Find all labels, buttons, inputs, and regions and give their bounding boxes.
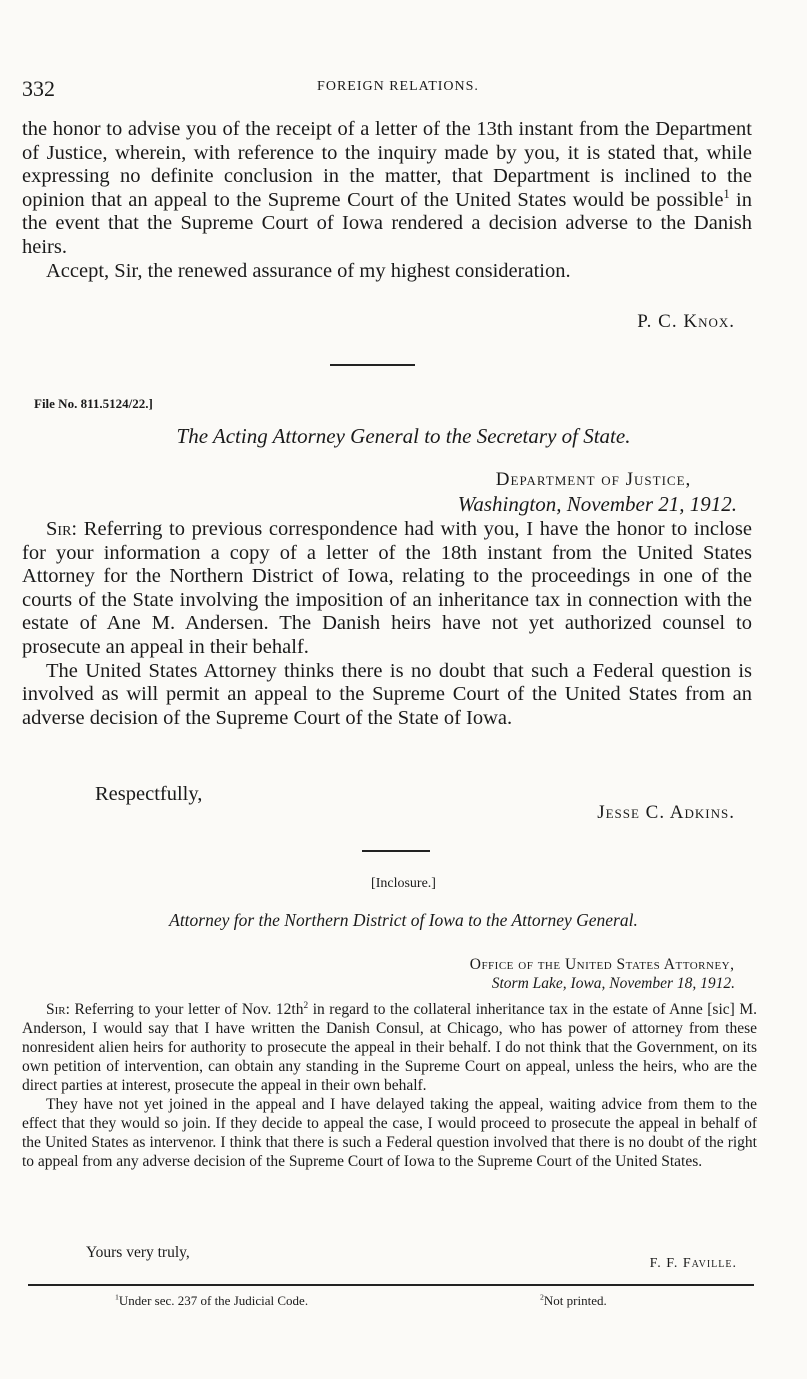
page-number: 332: [22, 76, 55, 101]
divider: [362, 850, 430, 852]
enclosure-signature: F. F. Faville.: [649, 1256, 737, 1271]
letter1-body: [22, 118, 752, 283]
enclosure-heading: Attorney for the Northern District of Iowa to the Attorney General.: [169, 910, 638, 930]
enclosure-closing: Yours very truly,: [86, 1244, 190, 1261]
running-head: FOREIGN RELATIONS.: [317, 79, 479, 94]
letter1-signature: P. C. Knox.: [637, 311, 735, 332]
salutation: Sir:: [46, 518, 78, 540]
file-number: File No. 811.5124/22.]: [34, 396, 153, 411]
enclosure-paragraph: They have not yet joined in the appeal and I have delayed taking the appeal, waiting advice from them to the effect that they would so join. If they decide to appeal the case, I would proceed to prosecute the appeal in behalf of the United States as intervenor. I think that there is such a Federal question involved that there is no doubt of the right to appeal from any adverse decision of the Supreme Court of Iowa to the Supreme Court of the United States.: [22, 1096, 757, 1170]
letter2-heading: The Acting Attorney General to the Secretary of State.: [176, 424, 631, 448]
salutation: Sir:: [46, 1001, 70, 1018]
divider: [330, 364, 415, 366]
letter2-paragraph: Sir: Referring to previous correspondence had with you, I have the honor to inclose for your information a copy of a letter of the 18th instant from the United States Attorney for the Northern District of Iowa, relating to the proceedings in one of the courts of the State involving the imposition of an inheritance tax in connection with the estate of Ane M. Andersen. The Danish heirs have not yet authorized counsel to prosecute an appeal in their behalf.: [22, 518, 752, 658]
enclosure-paragraph: Sir: Referring to your letter of Nov. $12th^2$ in regard to the collateral inheritance tax in the estate of Anne [sic] M. Anderson, I would say that I have written the Danish Consul, at Chicago, who has power of attorney from these nonresident alien heirs for authority to prosecute the appeal in their behalf. I do not think that the Government, on its own petition of intervention, can obtain any standing in the Supreme Court on appeal, unless the heirs, who are the direct parties at interest, prosecute the appeal in their own behalf.: [22, 1000, 757, 1094]
office-name: Office of the United States Attorney,: [469, 956, 735, 973]
letter2-body: [22, 518, 752, 730]
letter2-paragraph: The United States Attorney thinks there is no doubt that such a Federal question is involved as will permit an appeal to the Supreme Court of the United States from an adverse decision of the Supreme Court of the State of Iowa.: [22, 659, 752, 729]
letter1-paragraph: the honor to advise you of the receipt of a letter of the 13th instant from the Department of Justice, wherein, with reference to the inquiry made by you, it is stated that, while expressing no definite conclusion in the matter, that Department is inclined to the opinion that an appeal to the Supreme Court of the United States would be possible$^1$ in the event that the Supreme Court of Iowa rendered a decision adverse to the Danish heirs.: [22, 118, 752, 258]
footnote-1: $^1$Under sec. 237 of the Judicial Code.: [115, 1292, 309, 1308]
enclosure-body: [22, 1000, 757, 1171]
letter1-closing: Accept, Sir, the renewed assurance of my highest consideration.: [46, 259, 571, 282]
enclosure-dateline: [470, 955, 735, 993]
footnote-ref: 1: [723, 186, 730, 201]
footnote-2: $^2$Not printed.: [540, 1292, 607, 1308]
footnote-ref: 2: [303, 1000, 309, 1011]
footnote-rule: [28, 1284, 754, 1286]
letter2-closing: Respectfully,: [95, 783, 203, 805]
page-header: [22, 76, 774, 100]
place-date: Washington, November 21, 1912.: [457, 492, 737, 516]
place-date: Storm Lake, Iowa, November 18, 1912.: [491, 975, 735, 992]
department-name: Department of Justice,: [495, 469, 692, 490]
letter2-dateline: [458, 468, 737, 516]
letter2-signature: Jesse C. Adkins.: [597, 802, 735, 823]
enclosure-label: [Inclosure.]: [371, 876, 436, 891]
